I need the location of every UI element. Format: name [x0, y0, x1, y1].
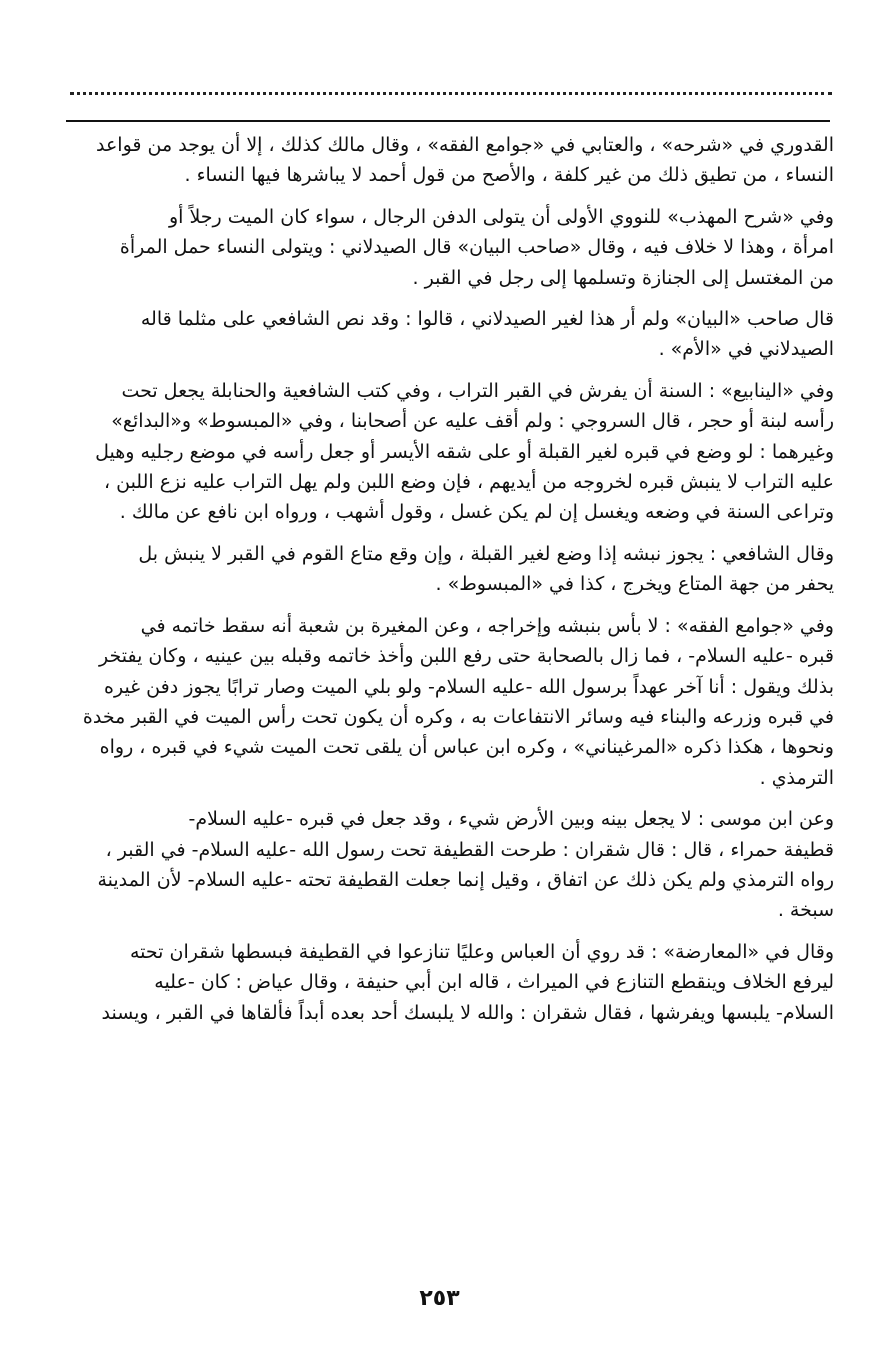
text-line: الترمذي . — [759, 766, 834, 789]
text-line: وفي «شرح المهذب» للنووي الأولى أن يتولى الدفن الرجال ، سواء كان الميت رجلاً أو — [168, 205, 834, 228]
text-line: قال صاحب «البيان» ولم أر هذا لغير الصيدلاني ، قالوا : وقد نص الشافعي على مثلما قاله — [140, 308, 834, 331]
paragraph-2 — [68, 202, 834, 293]
paragraph-4 — [68, 376, 834, 528]
paragraph-7 — [68, 804, 834, 926]
text-line: يحفر من جهة المتاع ويخرج ، كذا في «المبسوط» . — [435, 573, 834, 596]
paragraph-8 — [68, 937, 834, 1028]
page-number: ٢٥٣ — [419, 1286, 460, 1311]
text-line: وقال الشافعي : يجوز نبشه إذا وضع لغير القبلة ، وإن وقع متاع القوم في القبر لا ينبش بل — [138, 542, 834, 565]
header-rule — [66, 120, 830, 122]
text-line: وفي «الينابيع» : السنة أن يفرش في القبر التراب ، وفي كتب الشافعية والحنابلة يجعل تحت — [121, 379, 834, 402]
top-dotted-separator — [70, 74, 832, 95]
text-line: النساء ، من تطيق ذلك من غير كلفة ، والأصح من قول أحمد لا يباشرها فيها النساء . — [184, 164, 834, 187]
text-line: القدوري في «شرحه» ، والعتابي في «جوامع الفقه» ، وقال مالك كذلك ، إلا أن يوجد من قواعد — [95, 134, 834, 156]
text-line: امرأة ، وهذا لا خلاف فيه ، وقال «صاحب البيان» قال الصيدلاني : ويتولى النساء حمل المرأة — [119, 236, 834, 259]
text-line: قبره -عليه السلام- ، فما زال بالصحابة حتى رفع اللبن وأخذ خاتمه وقبله بين عينيه ، وكان يفتخر — [99, 645, 834, 668]
main-text — [68, 130, 834, 1039]
text-line: رواه الترمذي ولم يكن ذلك عن اتفاق ، وقيل إنما جعلت القطيفة تحته -عليه السلام- لأن المدينة — [97, 868, 834, 891]
text-line: في قبره وزرعه والبناء فيه وسائر الانتفاعات به ، وكره أن يكون تحت رأس الميت في القبر مخدة — [82, 705, 834, 728]
text-line: وغيرهما : لو وضع في قبره لغير القبلة أو على شقه الأيسر أو جعل رأسه في موضع رجليه وهيل — [95, 440, 834, 463]
text-line: ونحوها ، هكذا ذكره «المرغيناني» ، وكره ابن عباس أن يلقى تحت الميت شيء في قبره ، رواه — [99, 736, 834, 759]
paragraph-3 — [68, 304, 834, 365]
text-line: وفي «جوامع الفقه» : لا بأس بنبشه وإخراجه ، وعن المغيرة بن شعبة أنه سقط خاتمه في — [140, 614, 834, 637]
text-line: رأسه لبنة أو حجر ، قال السروجي : ولم أقف عليه عن أصحابنا ، وفي «المبسوط» و«البدائع» — [111, 410, 834, 433]
text-line: قطيفة حمراء ، قال : قال شقران : طرحت القطيفة تحت رسول الله -عليه السلام- في القبر ، — [105, 838, 834, 861]
text-line: وتراعى السنة في وضعه ويغسل إن لم يكن غسل ، وقول أشهب ، ورواه ابن نافع عن مالك . — [119, 501, 834, 524]
text-line: من المغتسل إلى الجنازة وتسلمها إلى رجل في القبر . — [412, 266, 834, 289]
text-line: سبخة . — [777, 899, 834, 922]
text-line: عليه التراب لا ينبش قبره لخروجه من أيديهم ، فإن وضع اللبن ولم يهل التراب عليه نزع اللبن ، — [103, 471, 834, 494]
paragraph-1 — [68, 130, 834, 191]
paragraph-6 — [68, 611, 834, 793]
paragraph-5 — [68, 539, 834, 600]
text-line: بذلك ويقول : أنا آخر عهداً برسول الله -عليه السلام- ولو بلي الميت وصار ترابًا يجوز دفن غيره — [104, 675, 834, 698]
text-line: السلام- يلبسها ويفرشها ، فقال شقران : والله لا يلبسك أحد بعده أبداً فألقاها في القبر ، ويسند — [101, 1001, 834, 1024]
text-line: الصيدلاني في «الأم» . — [658, 338, 834, 361]
text-line: ليرفع الخلاف وينقطع التنازع في الميراث ، قاله ابن أبي حنيفة ، وقال عياض : كان -عليه — [154, 971, 834, 994]
text-line: وعن ابن موسى : لا يجعل بينه وبين الأرض شيء ، وقد جعل في قبره -عليه السلام- — [188, 808, 834, 831]
text-line: وقال في «المعارضة» : قد روي أن العباس وعليًا تنازعوا في القطيفة فبسطها شقران تحته — [129, 940, 834, 963]
